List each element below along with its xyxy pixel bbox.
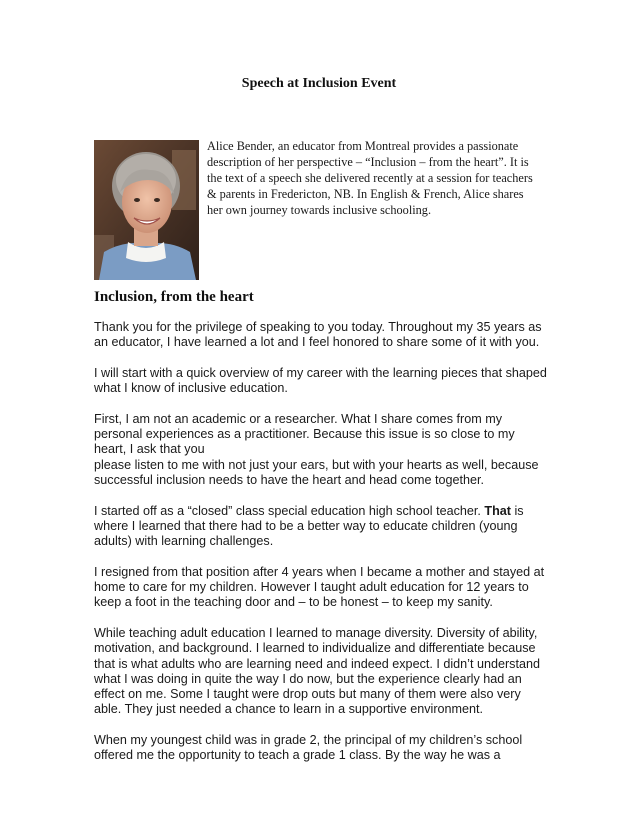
text-line: please listen to me with not just your ears, but with your hearts as well, because <box>94 457 539 472</box>
intro-line: Alice Bender, an educator from Montreal provides a passionate <box>207 139 519 153</box>
text-line: First, I am not an academic or a researcher. What I share comes from my <box>94 411 503 426</box>
intro-line: her own journey towards inclusive schooling. <box>207 203 432 217</box>
text-line: what I was doing in quite the way I do now, but the experience clearly had an <box>94 671 522 686</box>
text-line: motivation, and background. I learned to individualize and differentiate because <box>94 641 536 656</box>
text-run: I started off as a “closed” class special education high school teacher. <box>94 503 485 518</box>
text-line: I will start with a quick overview of my career with the learning pieces that shaped <box>94 365 547 380</box>
paragraph <box>94 412 554 488</box>
section-heading: Inclusion, from the heart <box>94 289 254 305</box>
paragraph <box>94 565 554 611</box>
text-line: offered me the opportunity to teach a grade 1 class. By the way he was a <box>94 748 501 763</box>
document-title: Speech at Inclusion Event <box>241 76 397 91</box>
paragraph <box>94 320 554 351</box>
portrait-image <box>94 140 199 280</box>
text-line: When my youngest child was in grade 2, the principal of my children’s school <box>94 733 523 748</box>
intro-blurb <box>207 138 547 218</box>
paragraph <box>94 626 554 718</box>
text-line: that is what adults who are learning need and indeed expect. I didn’t understand <box>94 656 540 671</box>
text-run: is <box>511 503 524 518</box>
text-line: heart, I ask that you <box>94 442 205 457</box>
text-line: effect on me. Some I taught were drop outs but many of them were also very <box>94 687 521 702</box>
text-line: successful inclusion needs to have the heart and head come together. <box>94 472 484 487</box>
text-line: an educator, I have learned a lot and I feel honored to share some of it with you. <box>94 335 540 350</box>
text-line: home to care for my children. However I taught adult education for 12 years to <box>94 580 529 595</box>
text-line: personal experiences as a practitioner. Because this issue is so close to my <box>94 427 515 442</box>
text-line: where I learned that there had to be a better way to educate children (young <box>94 518 518 533</box>
intro-line: the text of a speech she delivered recently at a session for teachers <box>207 171 533 185</box>
paragraph <box>94 366 554 397</box>
author-photo <box>94 140 199 280</box>
text-line <box>94 504 554 519</box>
emphasis-text: That <box>484 503 511 518</box>
speech-body <box>94 320 554 779</box>
text-line: adults) with learning challenges. <box>94 534 274 549</box>
text-line: I resigned from that position after 4 years when I became a mother and stayed at <box>94 564 545 579</box>
text-line: what I know of inclusive education. <box>94 381 288 396</box>
paragraph <box>94 733 554 764</box>
text-line: While teaching adult education I learned to manage diversity. Diversity of ability, <box>94 625 538 640</box>
paragraph <box>94 504 554 550</box>
text-line: able. They just needed a chance to learn in a supportive environment. <box>94 702 484 717</box>
intro-line: & parents in Fredericton, NB. In English & French, Alice shares <box>207 187 524 201</box>
text-line: keep a foot in the teaching door and – to be honest – to keep my sanity. <box>94 595 493 610</box>
intro-line: description of her perspective – “Inclusion – from the heart”. It is <box>207 155 529 169</box>
text-line: Thank you for the privilege of speaking to you today. Throughout my 35 years as <box>94 320 542 334</box>
